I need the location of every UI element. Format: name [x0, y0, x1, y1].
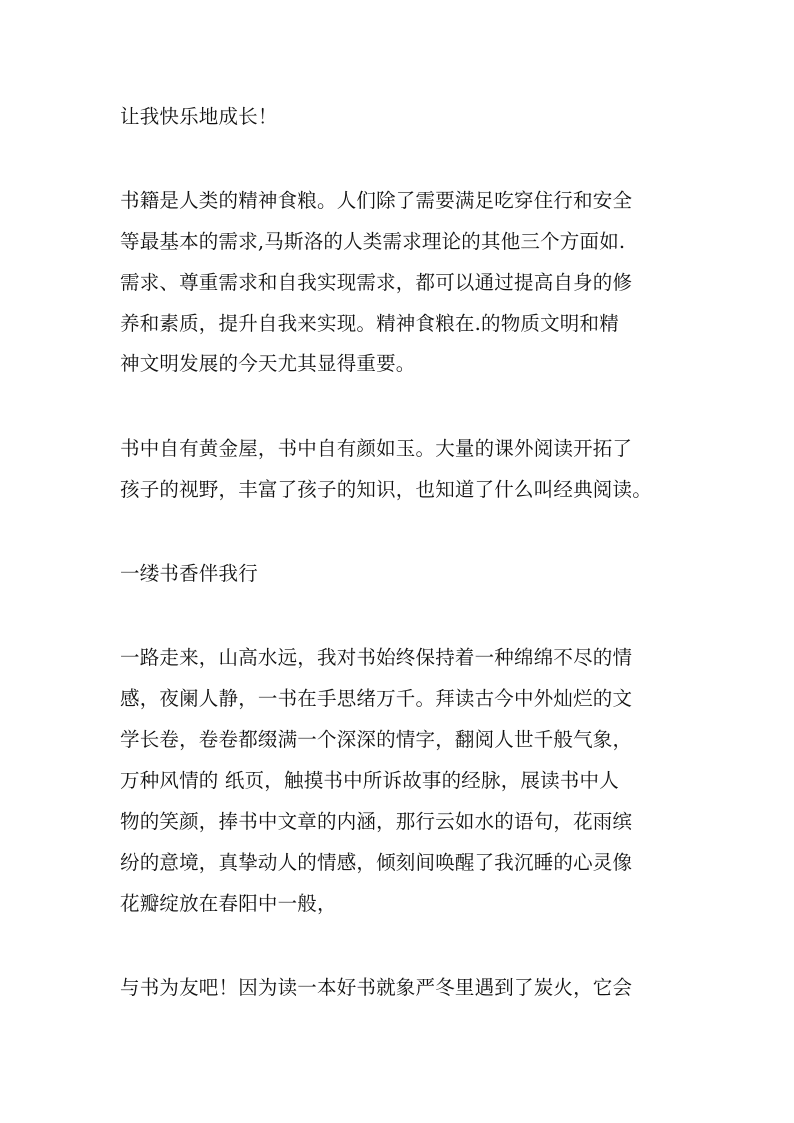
title-line: 让我快乐地成长！: [120, 105, 278, 128]
paragraph-2-line-2: 孩子的视野，丰富了孩子的知识，也知道了什么叫经典阅读。: [120, 478, 652, 501]
paragraph-1-line-2: 等最基本的需求,马斯洛的人类需求理论的其他三个方面如.: [120, 230, 626, 253]
paragraph-1-line-1: 书籍是人类的精神食粮。人们除了需要满足吃穿住行和安全: [120, 189, 633, 212]
paragraph-3-line-7: 花瓣绽放在春阳中一般，: [120, 892, 337, 915]
paragraph-3-line-4: 万种风情的 纸页，触摸书中所诉故事的经脉，展读书中人: [120, 769, 619, 792]
paragraph-3-line-6: 纷的意境，真挚动人的情感，倾刻间唤醒了我沉睡的心灵像: [120, 851, 633, 874]
paragraph-2-line-1: 书中自有黄金屋，书中自有颜如玉。大量的课外阅读开拓了: [120, 437, 633, 460]
subheading: 一缕书香伴我行: [120, 562, 258, 585]
paragraph-3-line-1: 一路走来，山高水远，我对书始终保持着一种绵绵不尽的情: [120, 646, 633, 669]
paragraph-3-line-3: 学长卷，卷卷都缀满一个深深的情字，翻阅人世千般气象，: [120, 728, 633, 751]
paragraph-1-line-4: 养和素质，提升自我来实现。精神食粮在.的物质文明和精: [120, 312, 619, 335]
paragraph-1-line-5: 神文明发展的今天尤其显得重要。: [120, 352, 416, 375]
paragraph-3-line-5: 物的笑颜，捧书中文章的内涵，那行云如水的语句，花雨缤: [120, 810, 633, 833]
paragraph-3-line-2: 感，夜阑人静，一书在手思绪万千。拜读古今中外灿烂的文: [120, 687, 633, 710]
paragraph-4-line-1: 与书为友吧！因为读一本好书就象严冬里遇到了炭火，它会: [120, 976, 633, 999]
paragraph-1-line-3: 需求、尊重需求和自我实现需求，都可以通过提高自身的修: [120, 271, 633, 294]
